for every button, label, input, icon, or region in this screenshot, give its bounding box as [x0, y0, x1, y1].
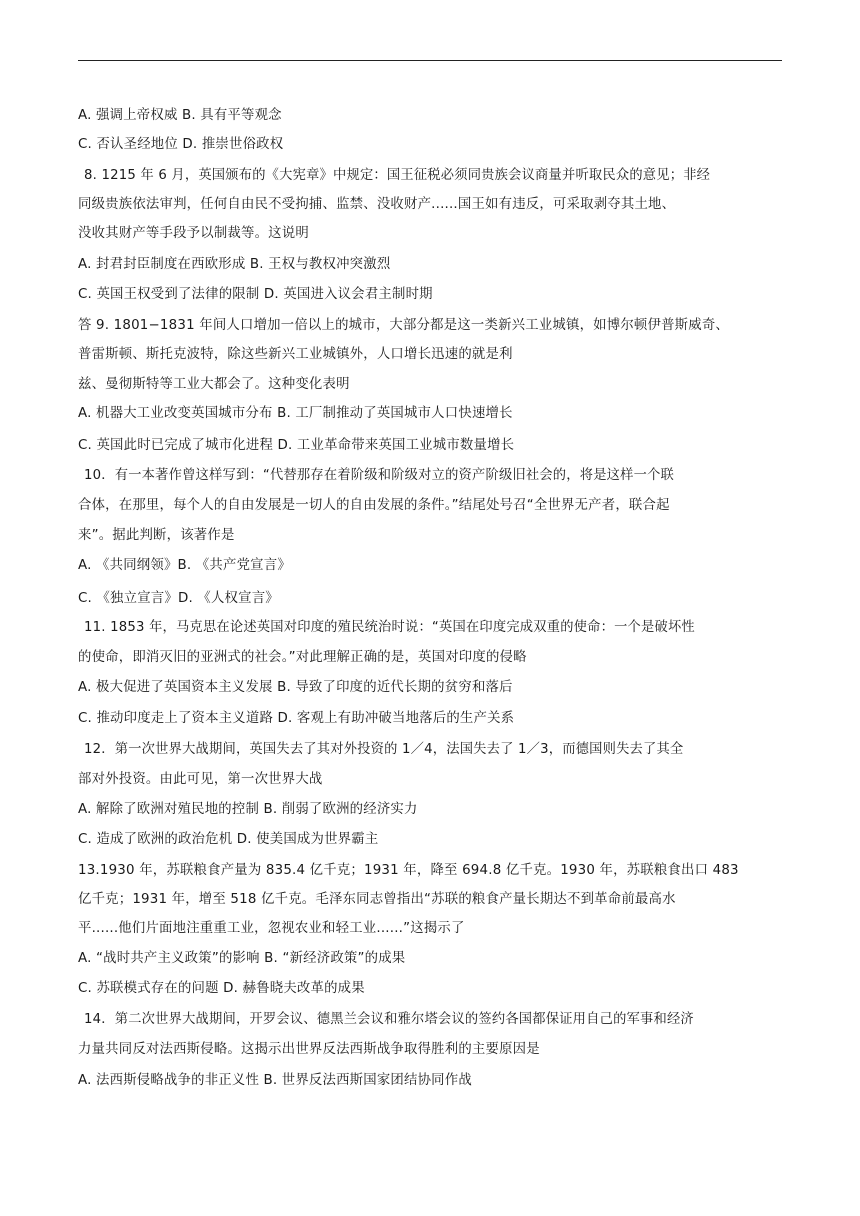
text-line: 同级贵族依法审判，任何自由民不受拘捕、监禁、没收财产......国王如有违反，可采取剥夺其土地、	[78, 196, 676, 212]
text-line: A. 解除了欧洲对殖民地的控制 B. 削弱了欧洲的经济实力	[78, 801, 418, 817]
text-line: 兹、曼彻斯特等工业大都会了。这种变化表明	[78, 376, 350, 392]
text-line: C. 推动印度走上了资本主义道路 D. 客观上有助冲破当地落后的生产关系	[78, 710, 515, 726]
text-line: 普雷斯顿、斯托克波特，除这些新兴工业城镇外，人口增长迅速的就是利	[78, 346, 513, 362]
text-line: A. 《共同纲领》B. 《共产党宣言》	[78, 557, 291, 573]
text-line: C. 《独立宣言》D. 《人权宣言》	[78, 590, 279, 606]
text-line: 答 9. 1801−1831 年间人口增加一倍以上的城市，大部分都是这一类新兴工业城镇，如博尔顿伊普斯威奇、	[78, 317, 729, 333]
text-line: A. 封君封臣制度在西欧形成 B. 王权与教权冲突激烈	[78, 256, 391, 272]
text-line: C. 英国此时已完成了城市化进程 D. 工业革命带来英国工业城市数量增长	[78, 437, 515, 453]
text-line: A. 法西斯侵略战争的非正义性 B. 世界反法西斯国家团结协同作战	[78, 1072, 472, 1088]
text-line: C. 英国王权受到了法律的限制 D. 英国进入议会君主制时期	[78, 286, 433, 302]
text-line: 平......他们片面地注重重工业，忽视农业和轻工业......”这揭示了	[78, 920, 465, 936]
text-line: 8. 1215 年 6 月，英国颁布的《大宪章》中规定：国王征税必须同贵族会议商量并听取民众的意见；非经	[84, 167, 711, 183]
header-rule	[78, 60, 782, 61]
text-line: 力量共同反对法西斯侵略。这揭示出世界反法西斯战争取得胜利的主要原因是	[78, 1041, 540, 1057]
text-line: 14．第二次世界大战期间，开罗会议、德黑兰会议和雅尔塔会议的签约各国都保证用自己的军事和经济	[84, 1011, 694, 1027]
text-line: 的使命，即消灭旧的亚洲式的社会。”对此理解正确的是，英国对印度的侵略	[78, 649, 527, 665]
text-line: A. 机器大工业改变英国城市分布 B. 工厂制推动了英国城市人口快速增长	[78, 405, 513, 421]
text-line: 合体，在那里，每个人的自由发展是一切人的自由发展的条件。”结尾处号召“全世界无产者，联合起	[78, 497, 670, 513]
text-line: C. 造成了欧洲的政治危机 D. 使美国成为世界霸主	[78, 831, 379, 847]
text-line: 来”。据此判断，该著作是	[78, 527, 235, 543]
text-line: 10．有一本著作曾这样写到：“代替那存在着阶级和阶级对立的资产阶级旧社会的，将是这样一个联	[84, 467, 675, 483]
text-line: 11. 1853 年，马克思在论述英国对印度的殖民统治时说：“英国在印度完成双重的使命：一个是破坏性	[84, 619, 695, 635]
text-line: 12．第一次世界大战期间，英国失去了其对外投资的 1／4，法国失去了 1／3，而德国则失去了其全	[84, 741, 684, 757]
text-line: 没收其财产等手段予以制裁等。这说明	[78, 225, 309, 241]
text-line: 13.1930 年，苏联粮食产量为 835.4 亿千克；1931 年，降至 694.8 亿千克。1930 年，苏联粮食出口 483	[78, 862, 739, 878]
text-line: A. 极大促进了英国资本主义发展 B. 导致了印度的近代长期的贫穷和落后	[78, 679, 513, 695]
text-line: A. “战时共产主义政策”的影响 B. “新经济政策”的成果	[78, 950, 406, 966]
text-line: 亿千克；1931 年，增至 518 亿千克。毛泽东同志曾指出“苏联的粮食产量长期达不到革命前最高水	[78, 891, 676, 907]
text-line: C. 苏联模式存在的问题 D. 赫鲁晓夫改革的成果	[78, 980, 365, 996]
text-line: C. 否认圣经地位 D. 推崇世俗政权	[78, 136, 284, 152]
text-line: 部对外投资。由此可见，第一次世界大战	[78, 771, 323, 787]
text-line: A. 强调上帝权威 B. 具有平等观念	[78, 107, 282, 123]
